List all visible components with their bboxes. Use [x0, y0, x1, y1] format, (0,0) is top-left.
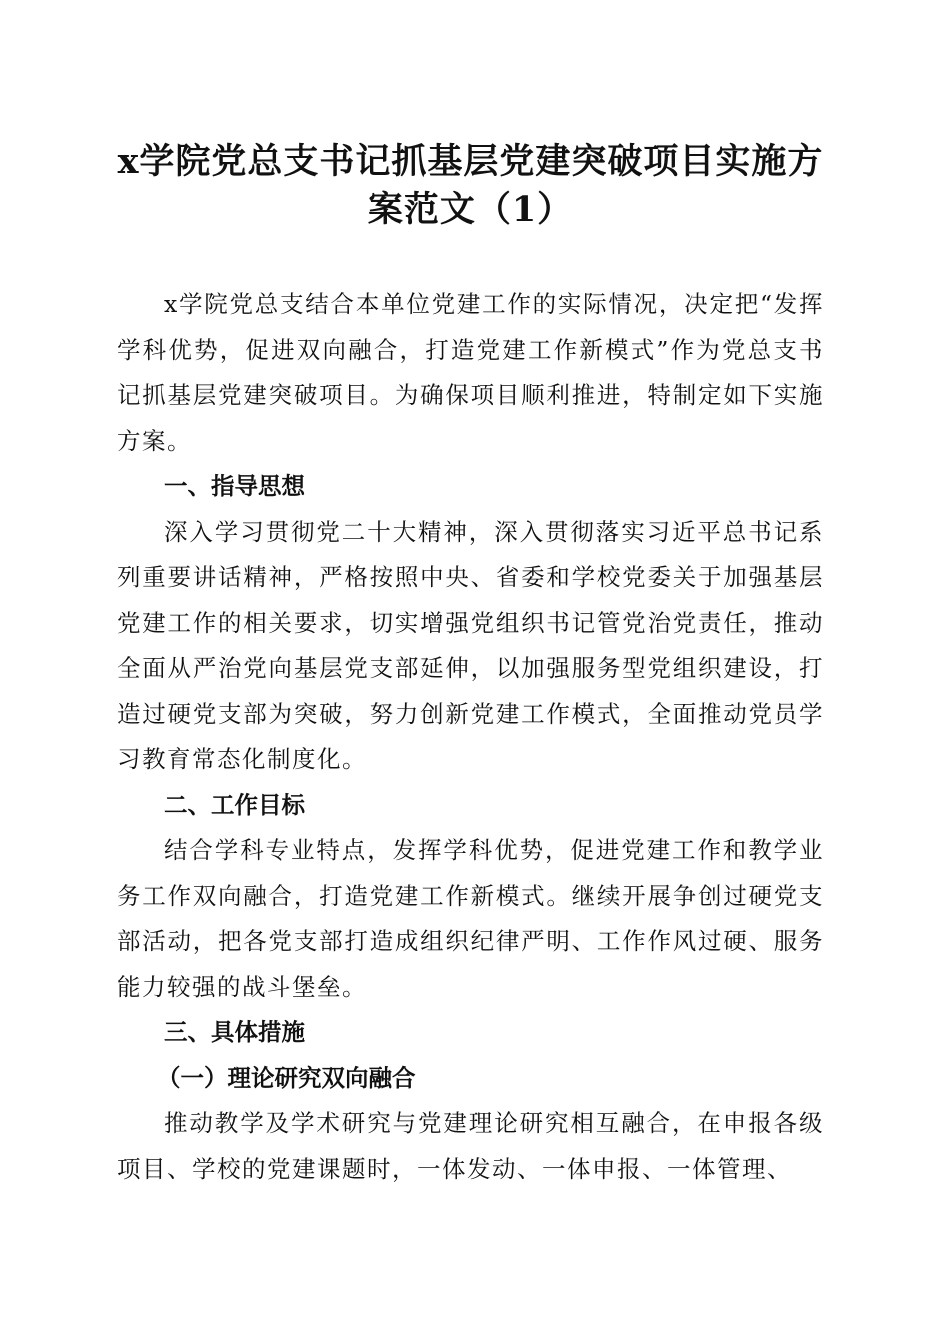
section-body-work-goals: 结合学科专业特点，发挥学科优势，促进党建工作和教学业务工作双向融合，打造党建工作新模式。继续开展争创过硬党支部活动，把各党支部打造成组织纪律严明、工作作风过硬、服务能力较强的战斗堡垒。 — [117, 836, 824, 1001]
document-title: x学院党总支书记抓基层党建突破项目实施方案范文（1） — [117, 141, 824, 230]
section-heading-guiding-thought: 一、指导思想 — [164, 472, 305, 500]
intro-paragraph: x学院党总支结合本单位党建工作的实际情况，决定把“发挥学科优势，促进双向融合，打造党建工作新模式”作为党总支书记抓基层党建突破项目。为确保项目顺利推进，特制定如下实施方案。 — [117, 290, 824, 455]
section-body-guiding-thought: 深入学习贯彻党二十大精神，深入贯彻落实习近平总书记系列重要讲话精神，严格按照中央、省委和学校党委关于加强基层党建工作的相关要求，切实增强党组织书记管党治党责任，推动全面从严治党向基层党支部延伸，以加强服务型党组织建设，打造过硬党支部为突破，努力创新党建工作模式，全面推动党员学习教育常态化制度化。 — [117, 517, 824, 773]
section-heading-work-goals: 二、工作目标 — [164, 790, 305, 819]
section-heading-specific-measures: 三、具体措施 — [164, 1018, 305, 1046]
subsection-body-theory-research: 推动教学及学术研究与党建理论研究相互融合，在申报各级项目、学校的党建课题时，一体发动、一体申报、一体管理、 — [117, 1109, 824, 1183]
subsection-heading-theory-research: （一）理论研究双向融合 — [157, 1063, 416, 1092]
